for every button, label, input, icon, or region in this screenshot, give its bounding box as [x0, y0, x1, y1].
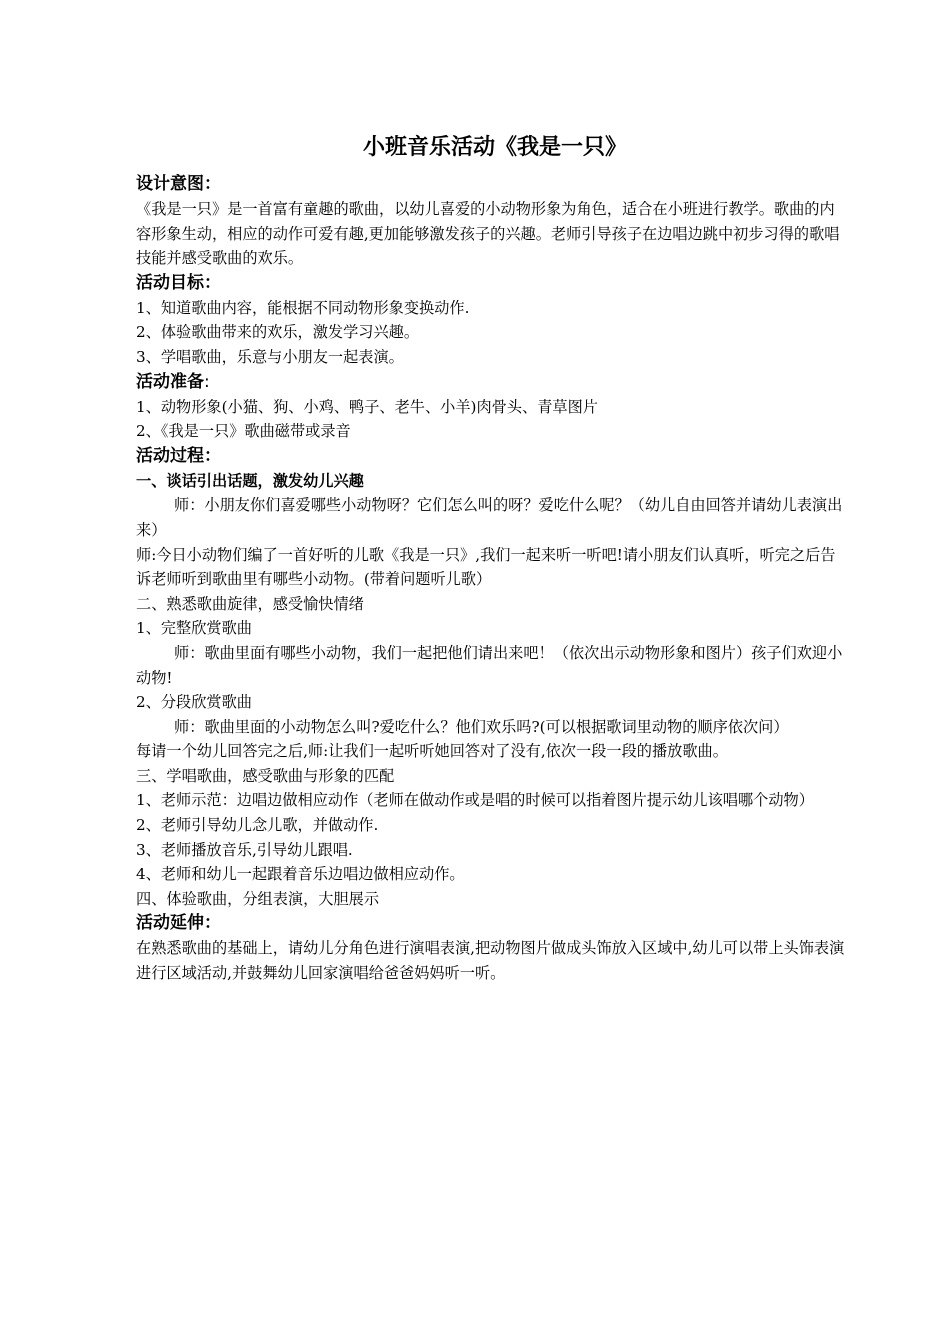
section-prep	[136, 370, 846, 444]
process-step-1-teacher-2: 师:今日小动物们编了一首好听的儿歌《我是一只》,我们一起来听一听吧!请小朋友们认真听，听完之后告诉老师听到歌曲里有哪些小动物。(带着问题听儿歌）	[136, 545, 836, 589]
prep-heading-colon: :	[204, 371, 210, 392]
prep-item: 2、《我是一只》歌曲磁带或录音	[136, 422, 351, 441]
process-step-2-sub-1: 1、完整欣赏歌曲	[136, 619, 252, 638]
prep-heading-text: 活动准备	[136, 371, 204, 392]
process-step-3-item: 4、老师和幼儿一起跟着音乐边唱边做相应动作。	[136, 865, 465, 884]
document-page	[136, 130, 846, 986]
extension-paragraph: 在熟悉歌曲的基础上，请幼儿分角色进行演唱表演,把动物图片做成头饰放入区域中,幼儿可以带上头饰表演进行区域活动,并鼓舞幼儿回家演唱给爸爸妈妈听一听。	[136, 939, 845, 983]
process-step-2-sub-2: 2、分段欣赏歌曲	[136, 693, 252, 712]
goals-heading: 活动目标：	[136, 272, 221, 293]
process-step-3-item: 2、老师引导幼儿念儿歌，并做动作.	[136, 816, 379, 835]
process-step-3: 三、学唱歌曲，感受歌曲与形象的匹配	[136, 766, 395, 785]
intent-heading: 设计意图：	[136, 174, 221, 194]
section-goals	[136, 271, 846, 370]
process-heading: 活动过程：	[136, 445, 221, 466]
process-step-4: 四、体验歌曲，分组表演，大胆展示	[136, 889, 379, 908]
prep-item: 1、动物形象(小猫、狗、小鸡、鸭子、老牛、小羊)肉骨头、青草图片	[136, 397, 598, 416]
extension-heading: 活动延伸：	[136, 913, 221, 934]
process-step-2: 二、熟悉歌曲旋律，感受愉快情绪	[136, 594, 364, 613]
process-step-2-sub-2-teacher: 师：歌曲里面的小动物怎么叫?爱吃什么？他们欢乐吗?(可以根据歌词里动物的顺序依次问）	[174, 717, 789, 736]
goal-item: 2、体验歌曲带来的欢乐，激发学习兴趣。	[136, 323, 420, 342]
goal-item: 1、知道歌曲内容，能根据不同动物形象变换动作.	[136, 298, 470, 317]
process-step-2-sub-2-note: 每请一个幼儿回答完之后,师:让我们一起听听她回答对了没有,依次一段一段的播放歌曲。	[136, 742, 728, 761]
process-step-2-sub-1-teacher: 师：歌曲里面有哪些小动物，我们一起把他们请出来吧！（依次出示动物形象和图片）孩子们欢迎小动物!	[136, 643, 843, 687]
section-extension	[136, 911, 846, 985]
intent-paragraph: 《我是一只》是一首富有童趣的歌曲，以幼儿喜爱的小动物形象为角色，适合在小班进行教学。歌曲的内容形象生动，相应的动作可爱有趣,更加能够激发孩子的兴趣。老师引导孩子在边唱边跳中初步习得的歌唱技能并感受歌曲的欢乐。	[136, 200, 840, 268]
section-intent	[136, 172, 846, 271]
process-step-3-item: 1、老师示范：边唱边做相应动作（老师在做动作或是唱的时候可以指着图片提示幼儿该唱哪个动物）	[136, 791, 814, 810]
prep-heading	[136, 370, 846, 395]
process-step-1-teacher: 师：小朋友你们喜爱哪些小动物呀？它们怎么叫的呀？爱吃什么呢？（幼儿自由回答并请幼儿表演出来）	[136, 496, 843, 539]
section-process	[136, 444, 846, 912]
goal-item: 3、学唱歌曲，乐意与小朋友一起表演。	[136, 347, 404, 366]
page-title: 小班音乐活动《我是一只》	[362, 135, 627, 160]
process-step-3-item: 3、老师播放音乐,引导幼儿跟唱.	[136, 840, 353, 859]
process-step-1: 一、谈话引出话题，激发幼儿兴趣	[136, 471, 364, 490]
